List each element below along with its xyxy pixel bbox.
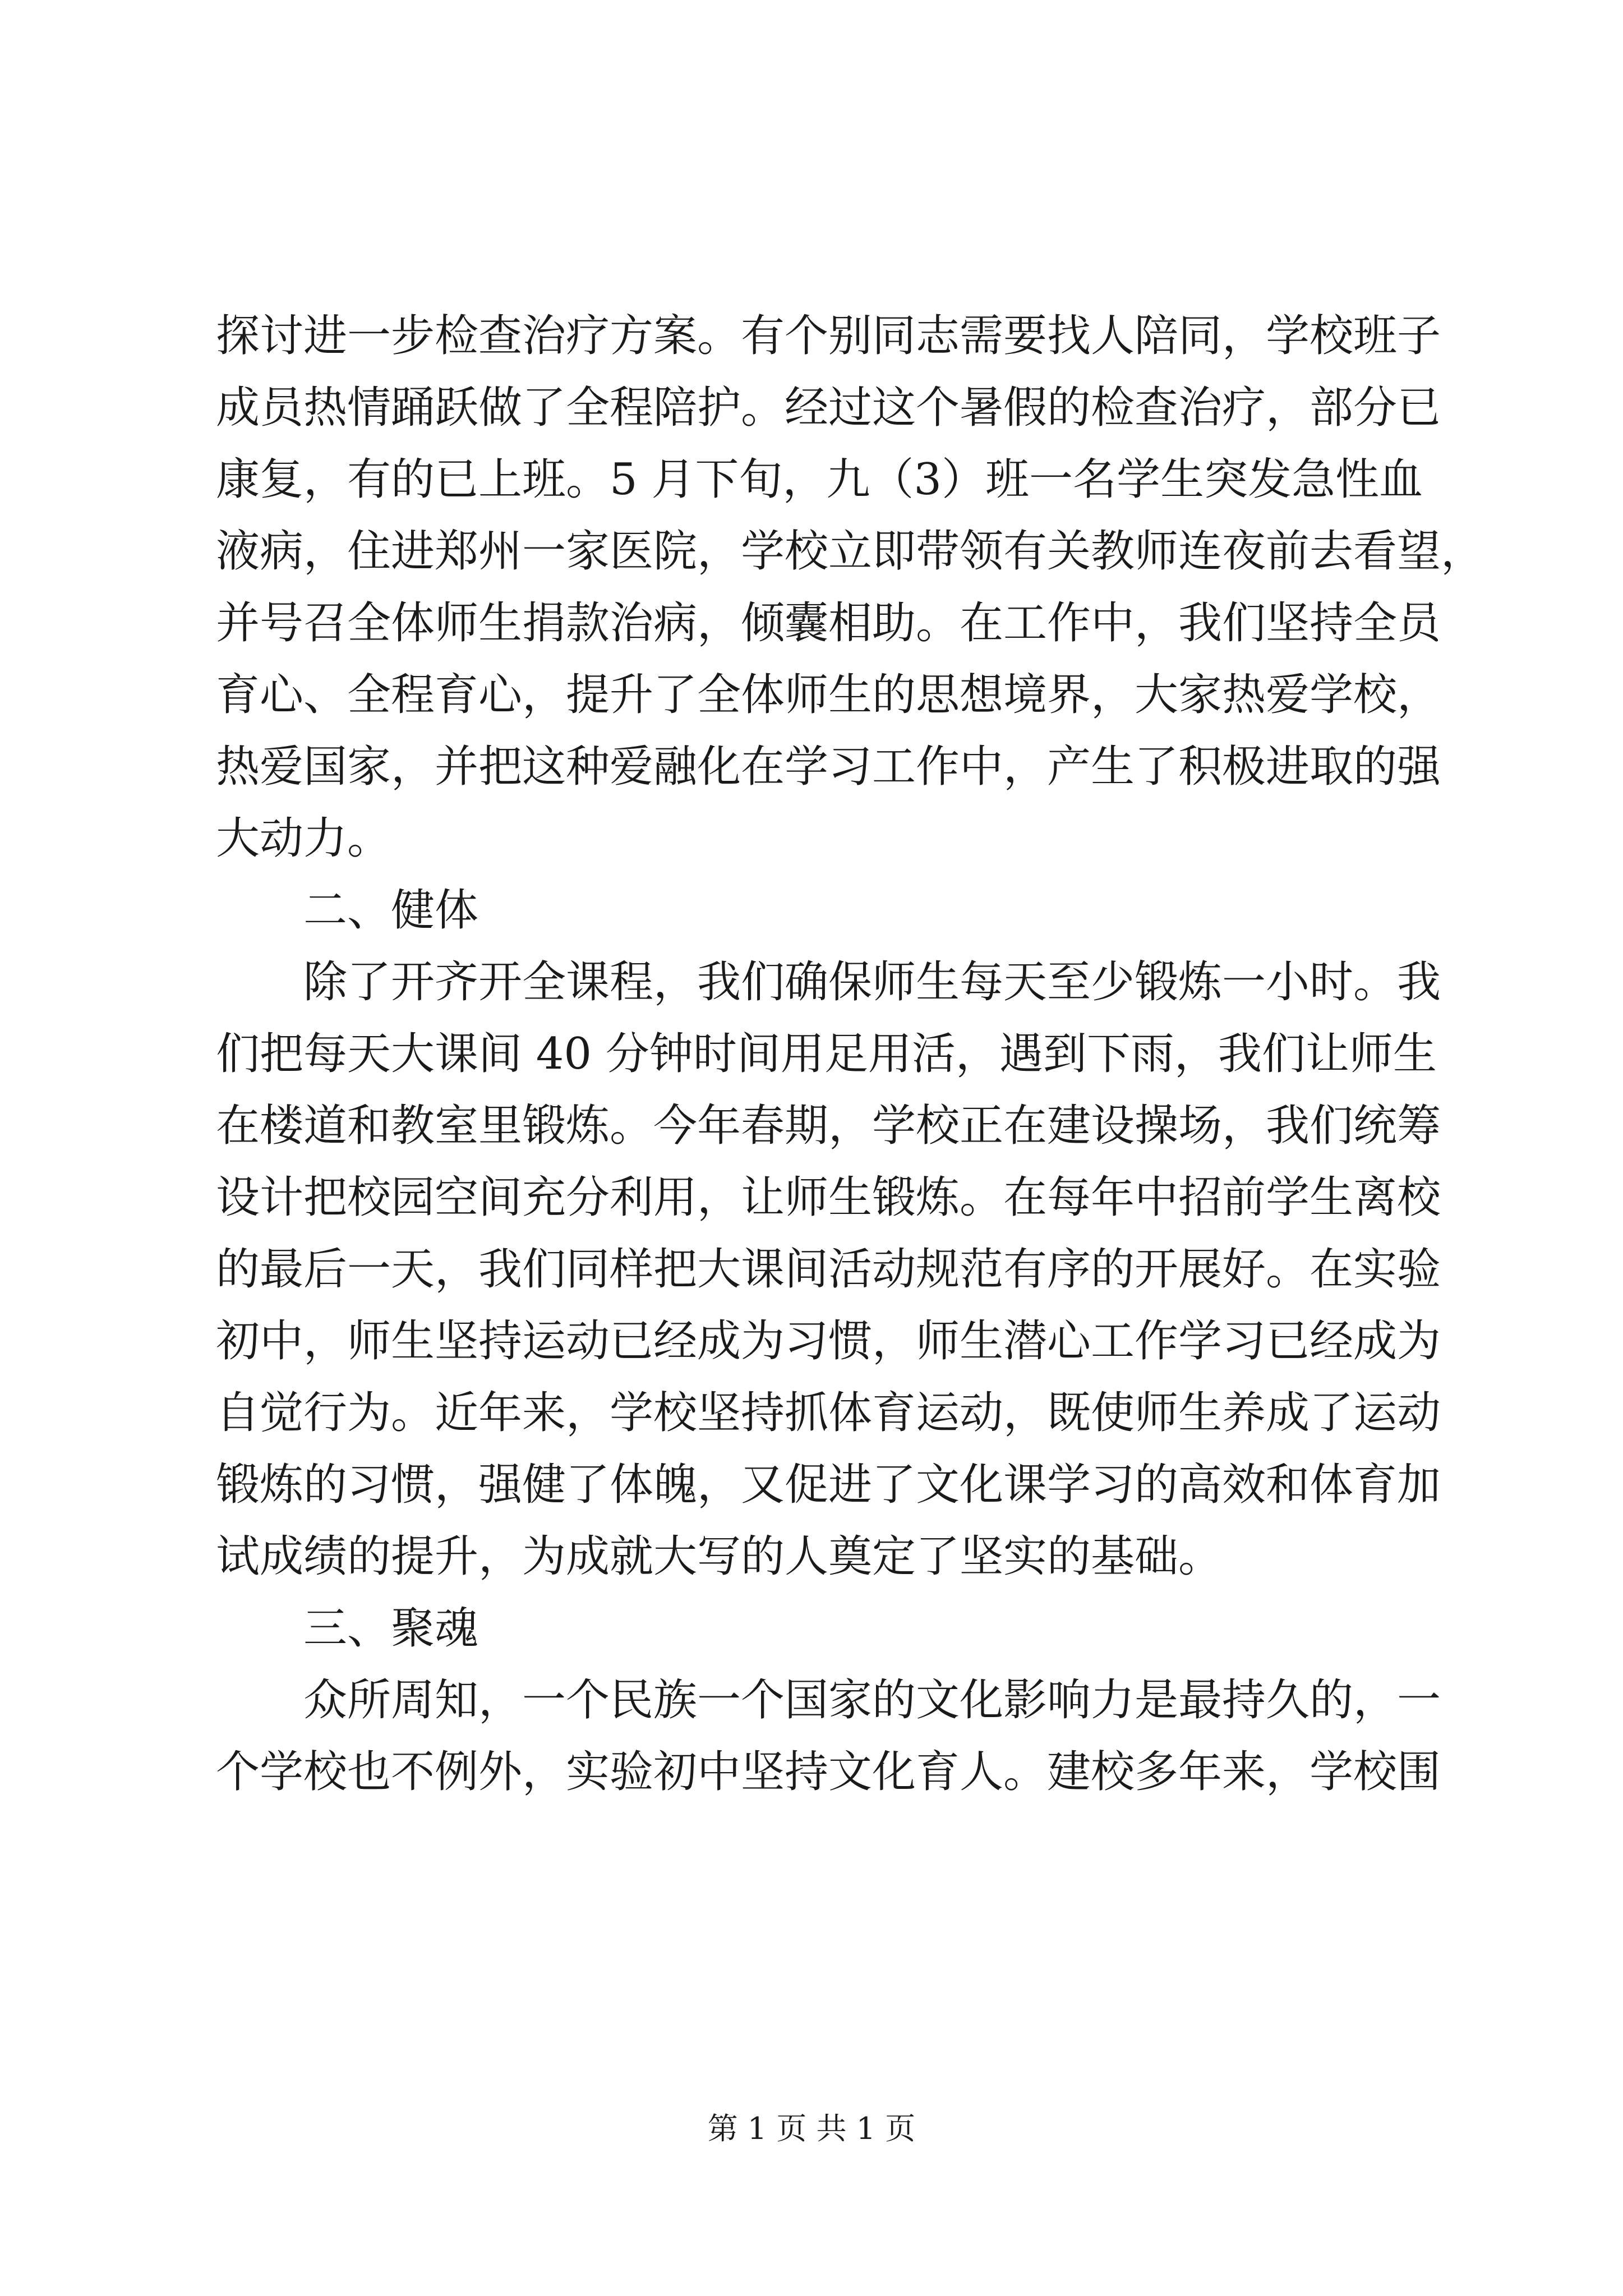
text-line: 在楼道和教室里锻炼。今年春期，学校正在建设操场，我们统筹	[216, 1101, 1441, 1151]
section-heading: 二、健体	[303, 885, 479, 936]
text-line: 初中，师生坚持运动已经成为习惯，师生潜心工作学习已经成为	[216, 1316, 1441, 1366]
text-line: 设计把校园空间充分利用，让师生锻炼。在每年中招前学生离校	[216, 1172, 1441, 1223]
text-line: 热爱国家，并把这种爱融化在学习工作中，产生了积极进取的强	[216, 742, 1441, 792]
text-line: 的最后一天，我们同样把大课间活动规范有序的开展好。在实验	[216, 1244, 1441, 1295]
text-line: 们把每天大课间 40 分钟时间用足用活，遇到下雨，我们让师生	[216, 1029, 1437, 1079]
text-line: 大动力。	[216, 813, 391, 864]
text-line: 自觉行为。近年来，学校坚持抓体育运动，既使师生养成了运动	[216, 1388, 1441, 1438]
text-line: 试成绩的提升，为成就大写的人奠定了坚实的基础。	[216, 1531, 1223, 1582]
text-line: 成员热情踊跃做了全程陪护。经过这个暑假的检查治疗，部分已	[216, 383, 1441, 433]
text-line: 康复，有的已上班。5 月下旬，九（3）班一名学生突发急性血	[216, 454, 1423, 505]
text-line: 探讨进一步检查治疗方案。有个别同志需要找人陪同，学校班子	[216, 311, 1441, 361]
text-line: 锻炼的习惯，强健了体魄，又促进了文化课学习的高效和体育加	[216, 1460, 1441, 1510]
page-footer: 第 1 页 共 1 页	[707, 2111, 916, 2146]
paragraph-first-line: 除了开齐开全课程，我们确保师生每天至少锻炼一小时。我	[303, 957, 1441, 1007]
section-heading: 三、聚魂	[303, 1603, 479, 1654]
text-line: 并号召全体师生捐款治病，倾囊相助。在工作中，我们坚持全员	[216, 598, 1441, 648]
text-line: 液病，住进郑州一家医院，学校立即带领有关教师连夜前去看望，	[216, 526, 1485, 577]
document-body	[216, 300, 1485, 1808]
text-line: 育心、全程育心，提升了全体师生的思想境界，大家热爱学校，	[216, 670, 1441, 720]
text-line: 个学校也不例外，实验初中坚持文化育人。建校多年来，学校围	[216, 1747, 1441, 1797]
paragraph-first-line: 众所周知，一个民族一个国家的文化影响力是最持久的，一	[303, 1675, 1441, 1726]
